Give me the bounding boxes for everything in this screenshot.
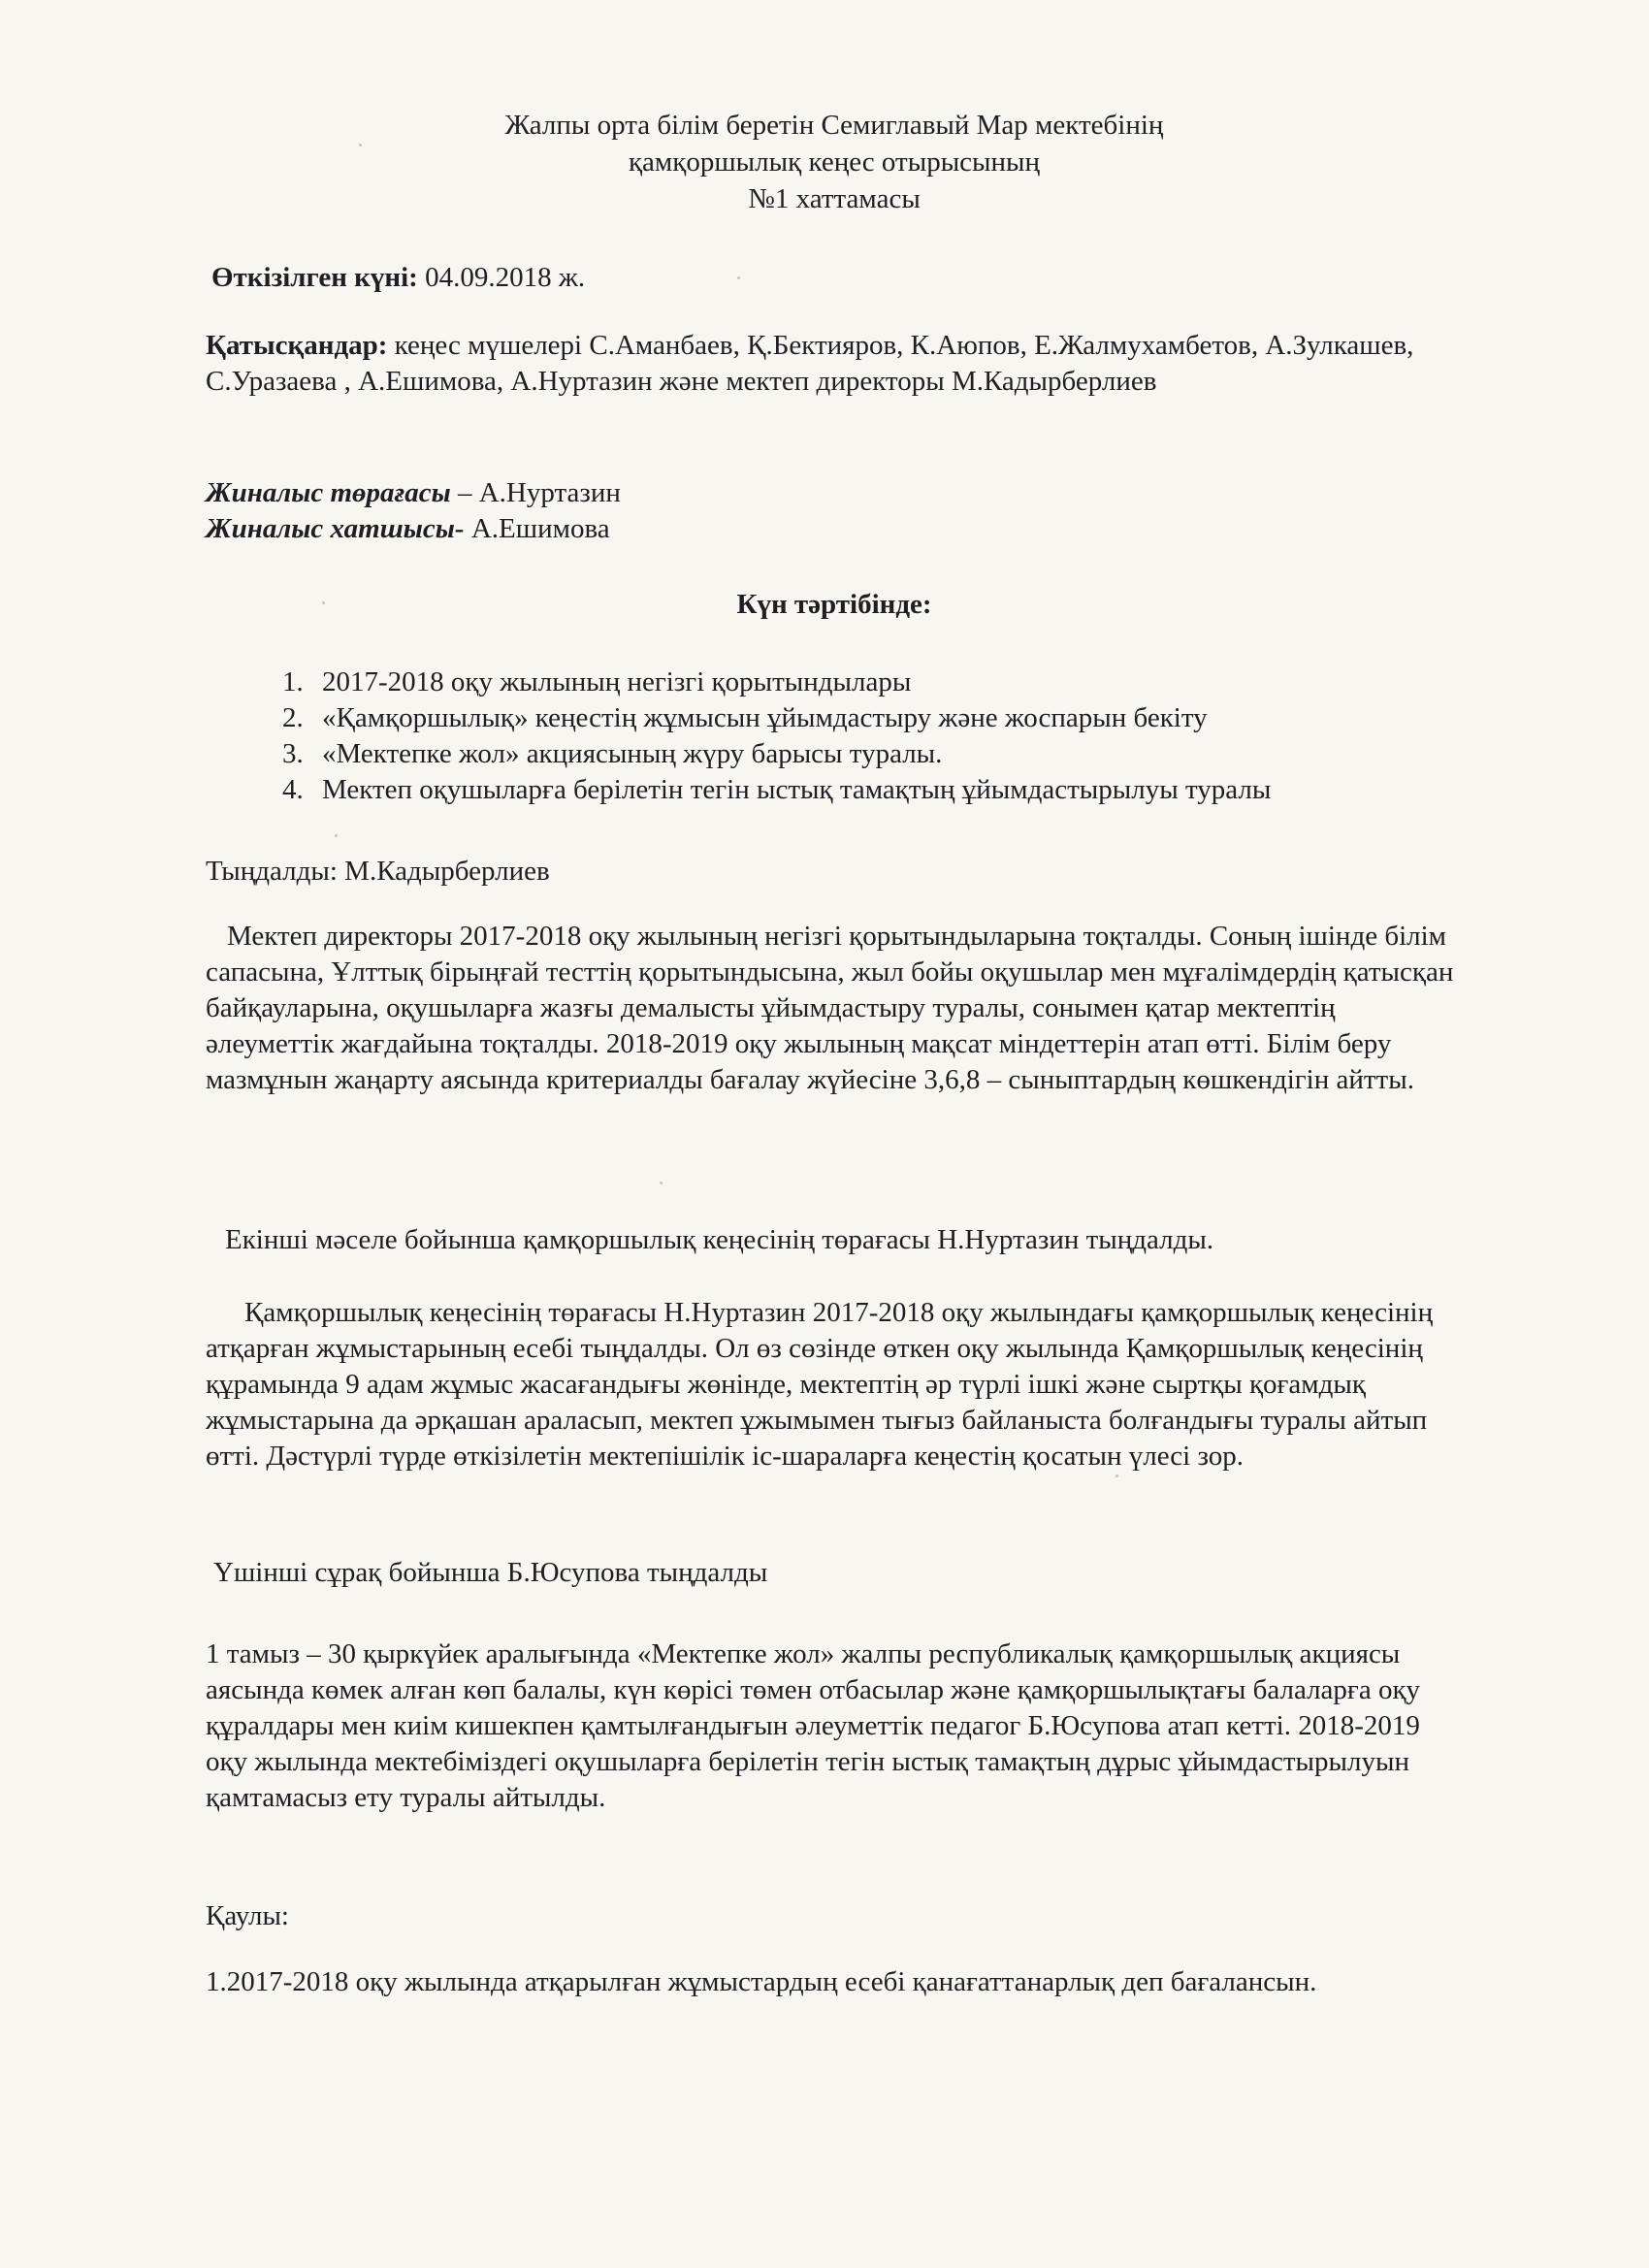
header-line-3: №1 хаттамасы	[748, 183, 921, 214]
chair-line	[206, 475, 1457, 511]
date-value: 04.09.2018 ж.	[417, 262, 586, 293]
paragraph-second-item: Екінші мәселе бойынша қамқоршылық кеңесінің төрағасы Н.Нуртазин тыңдалды.	[225, 1224, 1214, 1255]
scan-speck	[335, 834, 338, 837]
participants-label: Қатысқандар:	[206, 330, 388, 361]
participants	[206, 328, 1457, 400]
agenda-item: 2. «Қамқоршылық» кеңестің жұмысын ұйымдастыру және жоспарын бекіту	[310, 700, 1484, 736]
secretary-label: Жиналыс хатшысы-	[206, 513, 465, 544]
listened-line: Тыңдалды: М.Кадырберлиев	[206, 856, 550, 887]
secretary-line	[206, 511, 1457, 547]
scan-speck	[1116, 1474, 1118, 1477]
resolution-heading: Қаулы:	[206, 1900, 289, 1931]
meeting-date	[211, 260, 1463, 296]
paragraph-third-item: Үшінші сұрақ бойынша Б.Юсупова тыңдалды	[213, 1557, 768, 1588]
agenda-item: 3. «Мектепке жол» акциясының жүру барысы туралы.	[310, 736, 1484, 772]
chair-value: – А.Нуртазин	[450, 477, 621, 508]
secretary-value: А.Ешимова	[464, 513, 610, 544]
participants-value: кеңес мүшелері С.Аманбаев, Қ.Бектияров, К.Аюпов, Е.Жалмухамбетов, А.Зулкашев, С.Уразаева , А.Ешимова, А.Нуртазин және мектеп директоры М.Кадырберлиев	[206, 330, 1414, 397]
header-line-1: Жалпы орта білім беретін Семиглавый Мар мектебінің	[504, 110, 1164, 141]
resolution-item: 1.2017-2018 оқу жылында атқарылған жұмыстардың есебі қанағаттанарлық деп бағалансын.	[206, 1966, 1317, 1997]
paragraph-council-report: Қамқоршылық кеңесінің төрағасы Н.Нуртазин 2017-2018 оқу жылындағы қамқоршылық кеңесінің атқарған жұмыстарының есебі тыңдалды. Ол өз сөзінде өткен оқу жылында Қамқоршылық кеңесінің құрамында 9 адам жұмыс жасағандығы жөнінде, мектептің әр түрлі ішкі және сыртқы қоғамдық жұмыстарына да әрқашан араласып, мектеп ұжымымен тығыз байланыста болғандығы туралы айтып өтті. Дәстүрлі түрде өткізілетін мектепішілік іс-шараларға кеңестің қосатын үлесі зор.	[206, 1297, 1434, 1472]
header-line-2: қамқоршылық кеңес отырысының	[628, 146, 1041, 178]
scan-speck	[660, 1182, 663, 1184]
paragraph-action-report: 1 тамыз – 30 қыркүйек аралығында «Мектепке жол» жалпы республикалық қамқоршылық акциясы аясында көмек алған көп балалы, күн көрісі төмен отбасылар және қамқоршылықтағы балаларға оқу құралдары мен киім кишекпен қамтылғандығын әлеуметтік педагог Б.Юсупова атап кетті. 2018-2019 оқу жылында мектебіміздегі оқушыларға берілетін тегін ыстық тамақтың дұрыс ұйымдастырылуын қамтамасыз ету туралы айтылды.	[206, 1638, 1421, 1813]
meeting-officers	[206, 475, 1457, 547]
paragraph-director-report: Мектеп директоры 2017-2018 оқу жылының негізгі қорытындыларына тоқталды. Соның ішінде білім сапасына, Ұлттық бірыңғай тесттің қорытындысына, жыл бойы оқушылар мен мұғалімдердің қатысқан байқауларына, оқушыларға жазғы демалысты ұйымдастыру туралы, сонымен қатар мектептің әлеуметтік жағдайына тоқталды. 2018-2019 оқу жылының мақсат міндеттерін атап өтті. Білім беру мазмұнын жаңарту аясында критериалды бағалау жүйесіне 3,6,8 – сыныптардың көшкендігін айтты.	[206, 921, 1454, 1095]
agenda-item: 1. 2017-2018 оқу жылының негізгі қорытындылары	[310, 664, 1484, 700]
document-header	[291, 107, 1377, 217]
chair-label: Жиналыс төрағасы	[206, 477, 451, 508]
agenda-list	[262, 664, 1484, 808]
agenda-item: 4. Мектеп оқушыларға берілетін тегін ыстық тамақтың ұйымдастырылуы туралы	[310, 772, 1484, 808]
date-label: Өткізілген күні:	[211, 262, 418, 293]
agenda-heading: Күн тәртібінде:	[736, 589, 932, 620]
